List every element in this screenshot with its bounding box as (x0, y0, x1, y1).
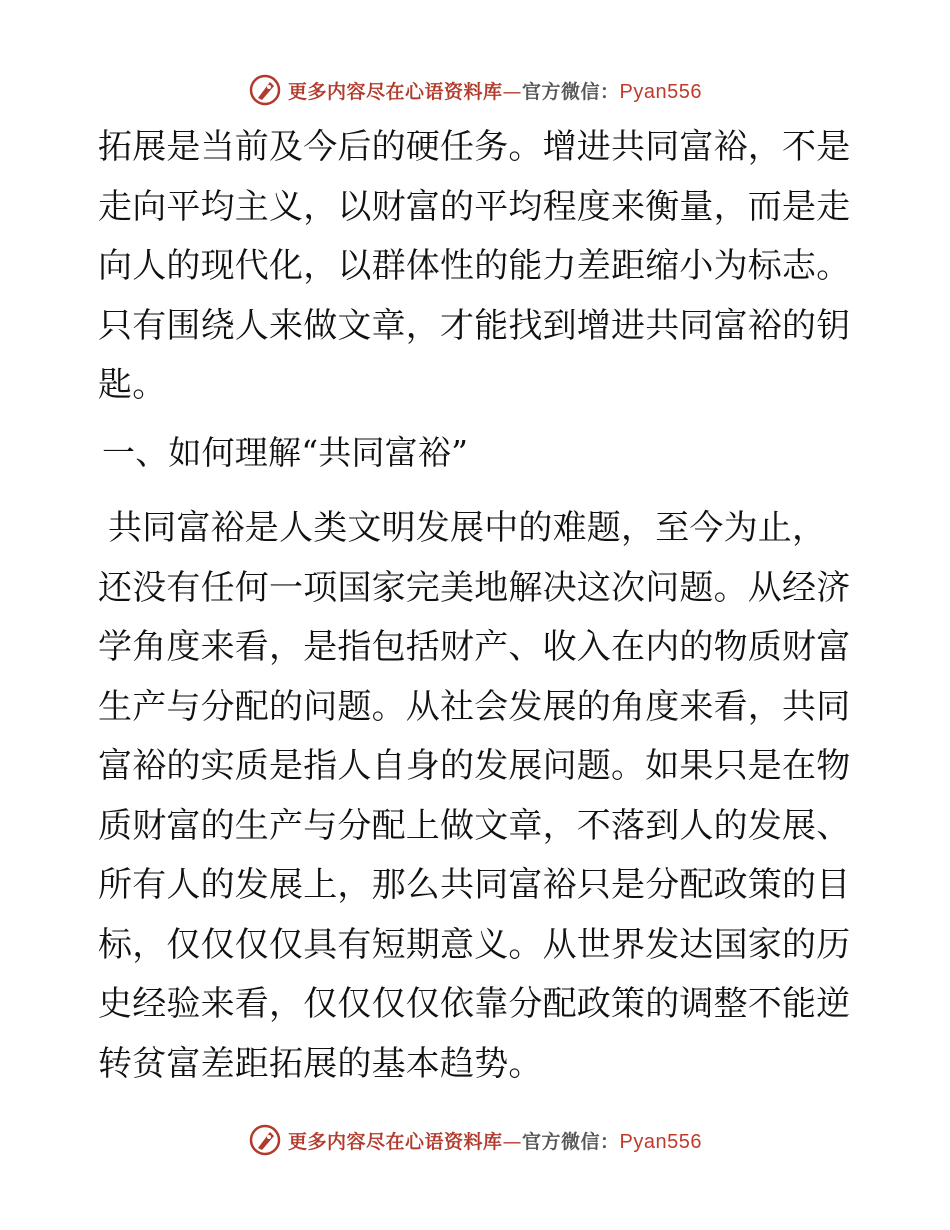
text-line: 共同富裕是人类文明发展中的难题，至今为止， (108, 508, 827, 548)
watermark-wechat-id: Pyan556 (619, 1130, 702, 1153)
text-line: 富裕的实质是指人自身的发展问题。如果只是在物 (98, 746, 851, 786)
section-heading: 一、如何理解“共同富裕” (102, 433, 469, 472)
watermark-dash: — (502, 1130, 523, 1153)
watermark-label: 官方微信： (522, 80, 620, 103)
text-line: 质财富的生产与分配上做文章，不落到人的发展、 (98, 805, 851, 846)
text-line: 只有围绕人来做文章，才能找到增进共同富裕的钥 (98, 305, 851, 346)
text-line: 生产与分配的问题。从社会发展的角度来看，共同 (98, 686, 851, 727)
header-watermark (0, 70, 950, 110)
text-line: 向人的现代化，以群体性的能力差距缩小为标志。 (98, 246, 851, 286)
text-line: 史经验来看，仅仅仅仅依靠分配政策的调整不能逆 (98, 984, 851, 1024)
body-paragraph (98, 499, 858, 1094)
watermark-brand: 更多内容尽在心语资料库 (288, 80, 503, 103)
text-line: 所有人的发展上，那么共同富裕只是分配政策的目 (98, 865, 851, 905)
text-line: 转贫富差距拓展的基本趋势。 (98, 1043, 543, 1084)
watermark-label: 官方微信： (522, 1130, 620, 1153)
text-line: 标，仅仅仅仅具有短期意义。从世界发达国家的历 (98, 924, 851, 965)
watermark-wechat-id: Pyan556 (619, 80, 702, 103)
text-line: 拓展是当前及今后的硬任务。增进共同富裕，不是 (98, 127, 851, 167)
text-line: 匙。 (98, 365, 167, 405)
lead-paragraph (98, 118, 858, 416)
text-line: 学角度来看，是指包括财产、收入在内的物质财富 (98, 627, 851, 667)
pen-nib-logo-icon (248, 1123, 282, 1157)
text-line: 走向平均主义，以财富的平均程度来衡量，而是走 (98, 186, 851, 227)
watermark-brand: 更多内容尽在心语资料库 (288, 1130, 503, 1153)
text-line: 还没有任何一项国家完美地解决这次问题。从经济 (98, 567, 851, 608)
pen-nib-logo-icon (248, 73, 282, 107)
footer-watermark (0, 1120, 950, 1160)
watermark-dash: — (502, 80, 523, 103)
